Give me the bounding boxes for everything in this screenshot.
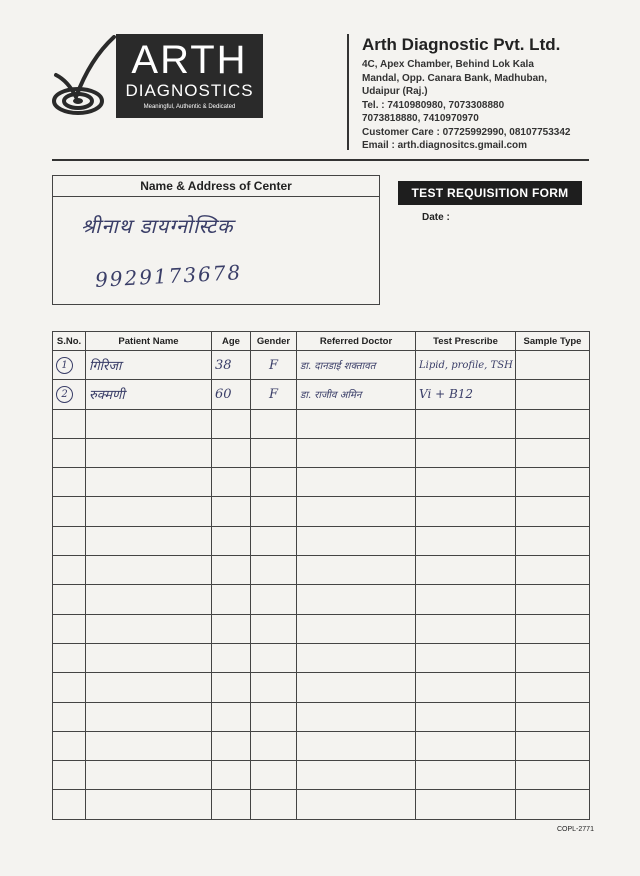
empty-cell bbox=[297, 585, 416, 614]
center-box bbox=[52, 175, 380, 305]
empty-cell bbox=[53, 409, 86, 438]
empty-cell bbox=[86, 614, 212, 643]
empty-cell bbox=[212, 409, 251, 438]
customer-care: Customer Care : 07725992990, 08107753342 bbox=[362, 126, 571, 138]
empty-cell bbox=[212, 585, 251, 614]
empty-cell bbox=[516, 790, 590, 819]
company-details bbox=[362, 35, 632, 153]
test-cell: Lipid, profile, TSH bbox=[416, 351, 516, 380]
empty-cell bbox=[251, 761, 297, 790]
empty-cell bbox=[516, 438, 590, 467]
sample-type-cell bbox=[516, 380, 590, 409]
empty-cell bbox=[251, 790, 297, 819]
empty-cell bbox=[53, 468, 86, 497]
empty-cell bbox=[297, 614, 416, 643]
sample-type-cell bbox=[516, 351, 590, 380]
empty-cell bbox=[516, 468, 590, 497]
empty-cell bbox=[516, 409, 590, 438]
center-name-handwritten: श्रीनाथ डायग्नोस्टिक bbox=[81, 214, 234, 238]
table-row-empty bbox=[53, 438, 590, 467]
table-row-empty bbox=[53, 643, 590, 672]
empty-cell bbox=[416, 790, 516, 819]
empty-cell bbox=[251, 731, 297, 760]
empty-cell bbox=[212, 643, 251, 672]
empty-cell bbox=[516, 497, 590, 526]
empty-cell bbox=[297, 643, 416, 672]
empty-cell bbox=[416, 702, 516, 731]
table-row bbox=[53, 380, 590, 409]
col-header-age: Age bbox=[212, 332, 251, 351]
empty-cell bbox=[416, 643, 516, 672]
empty-cell bbox=[212, 614, 251, 643]
empty-cell bbox=[416, 614, 516, 643]
table-row-empty bbox=[53, 526, 590, 555]
empty-cell bbox=[297, 761, 416, 790]
empty-cell bbox=[53, 526, 86, 555]
empty-cell bbox=[53, 643, 86, 672]
empty-cell bbox=[251, 585, 297, 614]
table-row-empty bbox=[53, 585, 590, 614]
empty-cell bbox=[251, 643, 297, 672]
empty-cell bbox=[86, 438, 212, 467]
empty-cell bbox=[53, 790, 86, 819]
empty-cell bbox=[297, 409, 416, 438]
empty-cell bbox=[516, 643, 590, 672]
empty-cell bbox=[212, 702, 251, 731]
form-title: TEST REQUISITION FORM bbox=[398, 181, 582, 205]
empty-cell bbox=[416, 526, 516, 555]
empty-cell bbox=[251, 497, 297, 526]
table-row-empty bbox=[53, 614, 590, 643]
empty-cell bbox=[516, 556, 590, 585]
empty-cell bbox=[86, 790, 212, 819]
col-header-patient-name: Patient Name bbox=[86, 332, 212, 351]
empty-cell bbox=[297, 438, 416, 467]
empty-cell bbox=[212, 556, 251, 585]
sno-cell: 2 bbox=[56, 386, 73, 403]
empty-cell bbox=[416, 585, 516, 614]
empty-cell bbox=[251, 614, 297, 643]
doctor-cell: डा. राजीव अमिन bbox=[297, 380, 416, 409]
table-row-empty bbox=[53, 702, 590, 731]
empty-cell bbox=[416, 761, 516, 790]
empty-cell bbox=[297, 497, 416, 526]
empty-cell bbox=[516, 614, 590, 643]
empty-cell bbox=[297, 468, 416, 497]
age-cell: 38 bbox=[212, 351, 251, 380]
col-header-test-prescribe: Test Prescribe bbox=[416, 332, 516, 351]
empty-cell bbox=[53, 731, 86, 760]
empty-cell bbox=[86, 468, 212, 497]
empty-cell bbox=[416, 673, 516, 702]
center-box-title: Name & Address of Center bbox=[53, 176, 379, 197]
empty-cell bbox=[53, 673, 86, 702]
col-header-referred-doctor: Referred Doctor bbox=[297, 332, 416, 351]
empty-cell bbox=[251, 468, 297, 497]
logo-subtitle: DIAGNOSTICS bbox=[125, 81, 254, 100]
center-phone-handwritten: 9929173678 bbox=[94, 260, 243, 292]
empty-cell bbox=[251, 673, 297, 702]
empty-cell bbox=[53, 761, 86, 790]
empty-cell bbox=[86, 673, 212, 702]
col-header-sno: S.No. bbox=[53, 332, 86, 351]
empty-cell bbox=[416, 556, 516, 585]
empty-cell bbox=[251, 702, 297, 731]
date-label: Date : bbox=[422, 212, 450, 223]
empty-cell bbox=[212, 673, 251, 702]
table-row-empty bbox=[53, 497, 590, 526]
empty-cell bbox=[416, 497, 516, 526]
empty-cell bbox=[86, 761, 212, 790]
empty-cell bbox=[297, 526, 416, 555]
empty-cell bbox=[212, 790, 251, 819]
empty-cell bbox=[212, 526, 251, 555]
empty-cell bbox=[53, 702, 86, 731]
empty-cell bbox=[86, 497, 212, 526]
col-header-sample-type: Sample Type bbox=[516, 332, 590, 351]
empty-cell bbox=[212, 438, 251, 467]
company-logo bbox=[116, 34, 263, 118]
col-header-gender: Gender bbox=[251, 332, 297, 351]
table-row-empty bbox=[53, 468, 590, 497]
empty-cell bbox=[251, 526, 297, 555]
patient-name-cell: रुक्मणी bbox=[86, 380, 212, 409]
empty-cell bbox=[86, 556, 212, 585]
table-row-empty bbox=[53, 790, 590, 819]
empty-cell bbox=[516, 731, 590, 760]
empty-cell bbox=[212, 761, 251, 790]
doctor-cell: डा. दानडाई शक्तावत bbox=[297, 351, 416, 380]
empty-cell bbox=[251, 438, 297, 467]
empty-cell bbox=[297, 673, 416, 702]
logo-brand: ARTH bbox=[131, 38, 248, 82]
empty-cell bbox=[212, 497, 251, 526]
address-line: 4C, Apex Chamber, Behind Lok Kala bbox=[362, 59, 534, 70]
table-row-empty bbox=[53, 409, 590, 438]
empty-cell bbox=[297, 702, 416, 731]
empty-cell bbox=[53, 497, 86, 526]
empty-cell bbox=[251, 556, 297, 585]
empty-cell bbox=[86, 643, 212, 672]
table-row-empty bbox=[53, 556, 590, 585]
empty-cell bbox=[416, 438, 516, 467]
age-cell: 60 bbox=[212, 380, 251, 409]
empty-cell bbox=[212, 468, 251, 497]
table-row-empty bbox=[53, 731, 590, 760]
table-row-empty bbox=[53, 761, 590, 790]
company-name: Arth Diagnostic Pvt. Ltd. bbox=[362, 35, 561, 54]
empty-cell bbox=[53, 438, 86, 467]
empty-cell bbox=[297, 790, 416, 819]
target-check-logo-icon bbox=[50, 35, 120, 121]
empty-cell bbox=[516, 761, 590, 790]
empty-cell bbox=[516, 526, 590, 555]
patient-table bbox=[52, 331, 590, 820]
empty-cell bbox=[86, 585, 212, 614]
table-header-row bbox=[53, 332, 590, 351]
form-code: COPL-2771 bbox=[557, 826, 594, 833]
empty-cell bbox=[86, 409, 212, 438]
address-line: Mandal, Opp. Canara Bank, Madhuban, bbox=[362, 72, 548, 84]
empty-cell bbox=[86, 702, 212, 731]
gender-cell: F bbox=[251, 380, 297, 409]
header-divider bbox=[347, 34, 349, 150]
sno-cell: 1 bbox=[56, 357, 73, 374]
empty-cell bbox=[297, 731, 416, 760]
telephone: Tel. : 7410980980, 7073308880 bbox=[362, 99, 505, 111]
telephone-2: 7073818880, 7410970970 bbox=[362, 113, 479, 124]
empty-cell bbox=[86, 526, 212, 555]
empty-cell bbox=[53, 614, 86, 643]
empty-cell bbox=[86, 731, 212, 760]
email: Email : arth.diagnositcs.gmail.com bbox=[362, 140, 528, 151]
table-row-empty bbox=[53, 673, 590, 702]
empty-cell bbox=[416, 731, 516, 760]
empty-cell bbox=[416, 468, 516, 497]
empty-cell bbox=[251, 409, 297, 438]
empty-cell bbox=[297, 556, 416, 585]
address-line: Udaipur (Raj.) bbox=[362, 86, 428, 97]
empty-cell bbox=[212, 731, 251, 760]
logo-tagline: Meaningful, Authentic & Dedicated bbox=[143, 104, 236, 110]
empty-cell bbox=[516, 673, 590, 702]
empty-cell bbox=[516, 702, 590, 731]
empty-cell bbox=[516, 585, 590, 614]
header-rule bbox=[52, 159, 589, 161]
patient-name-cell: गिरिजा bbox=[86, 351, 212, 380]
table-row bbox=[53, 351, 590, 380]
empty-cell bbox=[53, 585, 86, 614]
empty-cell bbox=[416, 409, 516, 438]
test-cell: Vi + B12 bbox=[416, 380, 516, 409]
gender-cell: F bbox=[251, 351, 297, 380]
empty-cell bbox=[53, 556, 86, 585]
